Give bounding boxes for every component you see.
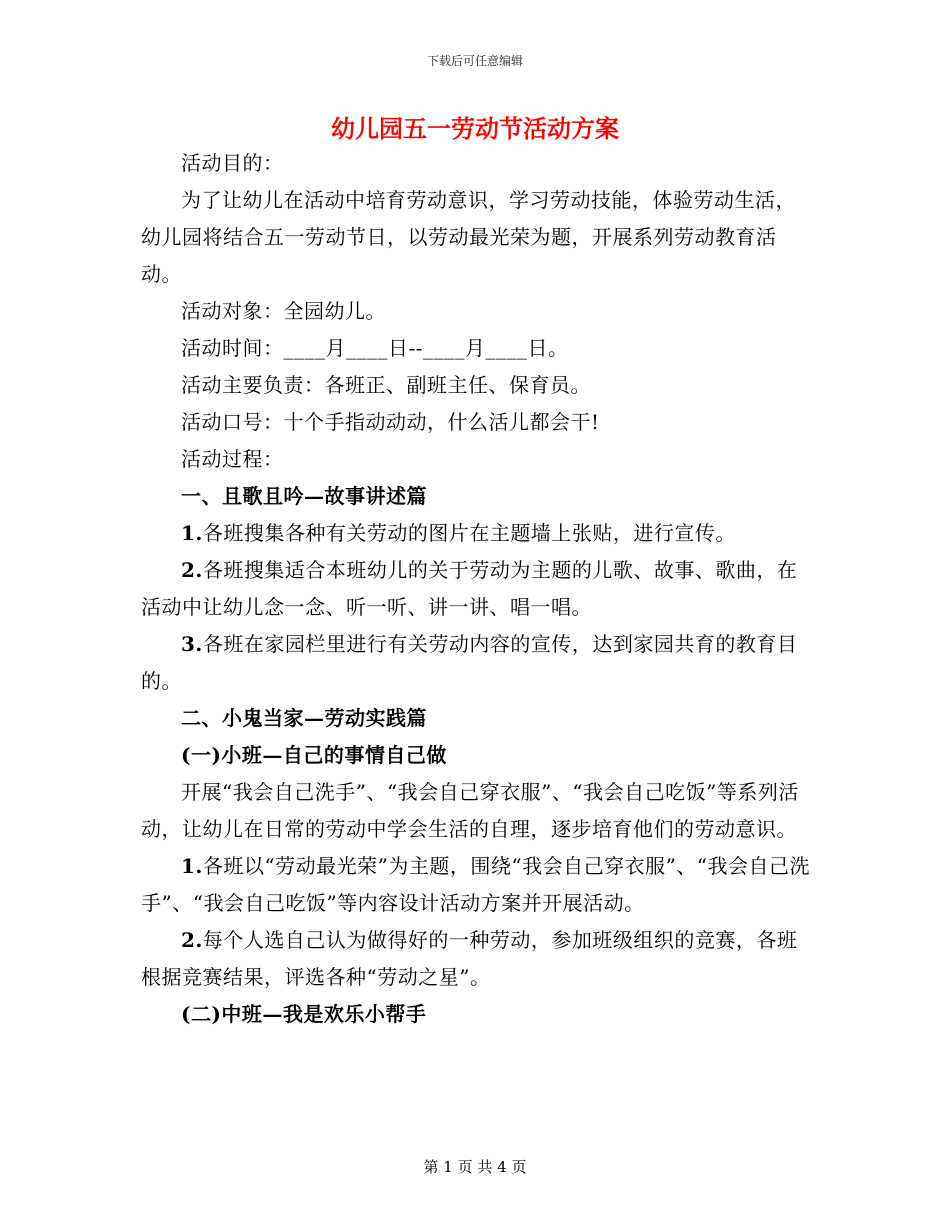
header-note: 下载后可任意编辑 bbox=[426, 54, 523, 68]
numbered-item bbox=[141, 848, 813, 922]
item-text: 各班搜集适合本班幼儿的关于劳动为主题的儿歌、故事、歌曲，在活动中让幼儿念一念、听一听、讲一讲、唱一唱。 bbox=[141, 558, 798, 619]
paragraph-process-label: 活动过程： bbox=[181, 447, 284, 471]
paragraph-slogan: 活动口号：十个手指动动动，什么活儿都会干! bbox=[181, 410, 600, 434]
item-number: 1. bbox=[181, 854, 203, 878]
item-number: 3. bbox=[181, 632, 203, 656]
item-number: 2. bbox=[181, 928, 203, 952]
section-heading-1: 一、且歌且吟—故事讲述篇 bbox=[181, 484, 427, 508]
numbered-item bbox=[141, 626, 813, 700]
item-text: 各班在家园栏里进行有关劳动内容的宣传，达到家园共育的教育目的。 bbox=[141, 632, 798, 693]
subsection-heading-small-class: (一)小班—自己的事情自己做 bbox=[181, 743, 447, 767]
item-text: 各班以“劳动最光荣”为主题，围绕“我会自己穿衣服”、“我会自己洗手”、“我会自己吃饭”等内容设计活动方案并开展活动。 bbox=[141, 854, 811, 915]
paragraph-small-class: 开展“我会自己洗手”、“我会自己穿衣服”、“我会自己吃饭”等系列活动，让幼儿在日常的劳动中学会生活的自理，逐步培育他们的劳动意识。 bbox=[141, 780, 799, 841]
paragraph-time: 活动时间：____月____日--____月____日。 bbox=[181, 336, 569, 360]
section-heading-2: 二、小鬼当家—劳动实践篇 bbox=[181, 706, 427, 730]
numbered-item bbox=[141, 552, 813, 626]
numbered-item bbox=[141, 515, 813, 552]
paragraph-purpose: 为了让幼儿在活动中培育劳动意识，学习劳动技能，体验劳动生活，幼儿园将结合五一劳动节日，以劳动最光荣为题，开展系列劳动教育活动。 bbox=[141, 188, 796, 286]
paragraph-target: 活动对象：全园幼儿。 bbox=[181, 299, 386, 323]
item-number: 2. bbox=[181, 558, 203, 582]
paragraph-responsible: 活动主要负责：各班正、副班主任、保育员。 bbox=[181, 373, 591, 397]
item-text: 每个人选自己认为做得好的一种劳动，参加班级组织的竞赛，各班根据竞赛结果，评选各种“劳动之星”。 bbox=[141, 928, 798, 989]
document-body bbox=[141, 145, 813, 1033]
subsection-heading-middle-class: (二)中班—我是欢乐小帮手 bbox=[181, 1002, 427, 1026]
paragraph-purpose-label: 活动目的： bbox=[181, 151, 284, 175]
item-text: 各班搜集各种有关劳动的图片在主题墙上张贴，进行宣传。 bbox=[202, 521, 736, 545]
item-number: 1. bbox=[181, 521, 203, 545]
document-title: 幼儿园五一劳动节活动方案 bbox=[331, 115, 619, 143]
page-footer: 第 1 页 共 4 页 bbox=[423, 1158, 527, 1176]
numbered-item bbox=[141, 922, 813, 996]
